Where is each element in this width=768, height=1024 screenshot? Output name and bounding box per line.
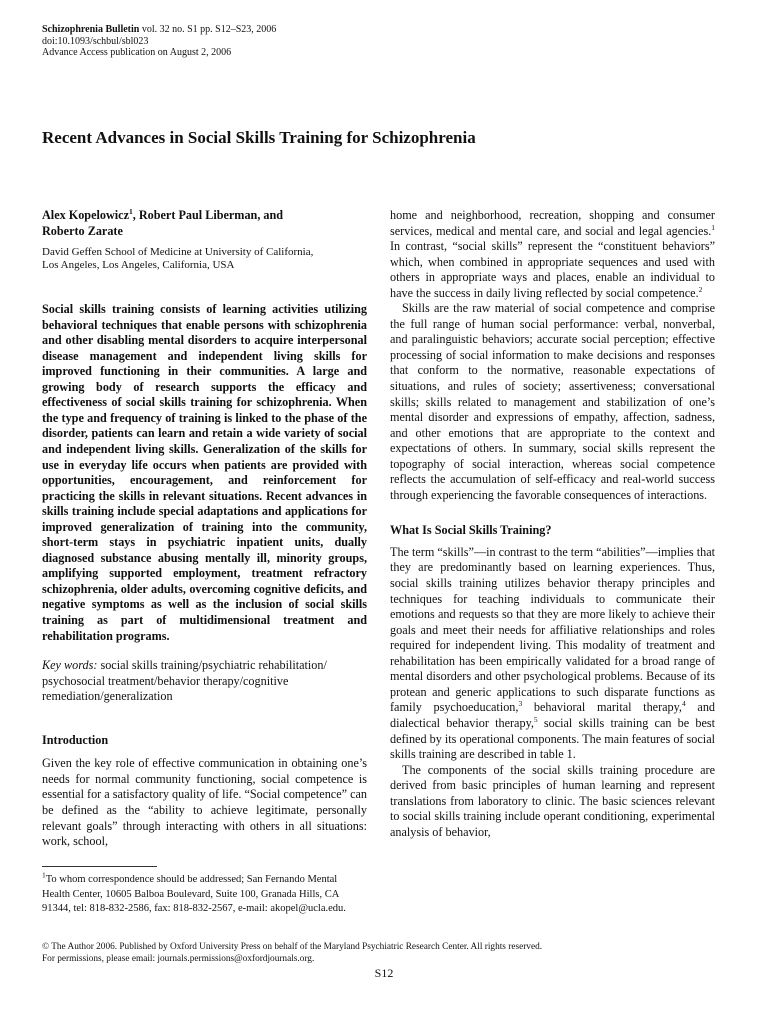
citation-marker: 3	[518, 699, 523, 709]
correspondence-footnote	[42, 870, 367, 917]
affiliation-line2: Los Angeles, Los Angeles, California, USA	[42, 259, 235, 272]
right-column	[390, 208, 715, 840]
page-number: S12	[374, 966, 394, 980]
citation-marker: 1	[711, 222, 715, 232]
citation-marker: 5	[533, 714, 538, 724]
text-run: behavioral marital therapy,	[522, 700, 682, 715]
abstract: Social skills training consists of learning activities utilizing behavioral techniques that enable persons with schizophrenia and other disabling mental disorders to acquire interpersonal disease management and independent living skills for improved functioning in their communities. A large and growing body of research supports the efficacy and effectiveness of social skills training for schizophrenia. When the type and frequency of training is linked to the phase of the disorder, patients can learn and retain a wide variety of social and independent living skills. Generalization of the skills for use in everyday life occurs when patients are provided with opportunities, encouragement, and reinforcement for practicing the skills in relevant situations. Recent advances in skills training include special adaptations and applications for improved generalization of training into the community, short-term stays in psychiatric inpatient units, dually diagnosed substance abusing mentally ill, minority groups, amplifying supported employment, treatment refractory schizophrenia, older adults, overcoming cognitive deficits, and negative symptoms as well as the inclusion of social skills training as part of multidimensional treatment and rehabilitation programs.	[42, 302, 367, 643]
keywords-text: social skills training/psychiatric rehabilitation/ psychosocial treatment/behavior therapy/cognitive remediation/generalization	[42, 658, 327, 704]
citation-marker: 2	[698, 284, 703, 294]
text-run: In contrast, “social skills” represent the “constituent behaviors” which, when combined in appropriate sequences and used with others in appropriate ways and places, enable an individual to have the success in daily living reflected by social competence.	[390, 239, 715, 300]
keywords	[42, 658, 367, 705]
introduction-paragraph: Given the key role of effective communication in obtaining one’s needs for normal community functioning, social competence is essential for a satisfactory quality of life. “Social competence” can be defined as the “ability to achieve legitimate, personally relevant goals” through interacting with others in all situations: work, school,	[42, 756, 367, 849]
author-primary: Alex Kopelowicz	[42, 208, 129, 222]
paragraph-social-competence	[390, 208, 715, 301]
journal-header	[42, 24, 276, 59]
footnote-text: To whom correspondence should be addressed; San Fernando Mental Health Center, 10605 Balboa Boulevard, Suite 100, Granada Hills, CA 91344, tel: 818-832-2586, fax: 818-832-2567, e-mail: akopel@ucla.edu.	[42, 874, 346, 914]
paragraph-components: The components of the social skills training procedure are derived from basic principles of human learning and represent translations from laboratory to clinic. The basic sciences relevant to social skills training include operant conditioning, experimental analysis of behavior,	[390, 762, 715, 839]
authors-line2: Roberto Zarate	[42, 223, 123, 238]
doi: doi:10.1093/schbul/sbl023	[42, 35, 149, 47]
citation-marker: 4	[681, 699, 686, 709]
journal-name: Schizophrenia Bulletin	[42, 24, 140, 35]
section-heading-introduction: Introduction	[42, 732, 109, 747]
section-heading-what-is-sst: What Is Social Skills Training?	[390, 523, 552, 538]
article-title: Recent Advances in Social Skills Training for Schizophrenia	[42, 128, 476, 147]
journal-volume: vol. 32 no. S1 pp. S12–S23, 2006	[141, 24, 277, 35]
text-run: The term “skills”—in contrast to the term “abilities”—implies that they are predominantly based on learning experiences. Thus, social skills training utilizes behavior therapy principles and techniques for teaching individuals to communicate their emotions and requests so that they are more likely to achieve their goals and meet their needs for affiliative relationships and roles required for independent living. This modality of treatment and rehabilitation has been empirically validated for a broad range of mental disorders and other psychological problems. Because of its protean and generic applications to such disparate functions as family psychoeducation,	[390, 544, 715, 715]
permissions-line: For permissions, please email: journals.permissions@oxfordjournals.org.	[42, 954, 315, 964]
left-column	[42, 208, 367, 850]
authors	[42, 208, 367, 239]
text-run: and dialectical behavior therapy,	[390, 700, 716, 730]
copyright-line: © The Author 2006. Published by Oxford University Press on behalf of the Maryland Psychiatric Research Center. All rights reserved.	[42, 942, 543, 952]
text-run: home and neighborhood, recreation, shopping and consumer services, medical and mental care, and social and legal agencies.	[390, 208, 715, 238]
author-footnote-marker: 1	[129, 206, 133, 216]
paragraph-term-skills	[390, 545, 715, 763]
copyright-notice	[42, 941, 732, 965]
paragraph-skills: Skills are the raw material of social competence and comprise the full range of human social performance: verbal, nonverbal, and paralinguistic behaviors; accurate social perception; effective processing of social information to make decisions and responses that conform to the normative, reasonable expectations of situations, and rules of society; assertiveness; conversational skills; skills related to management and stabilization of one’s mental disorder and expressions of empathy, affection, sadness, and other emotions that are appropriate to the context and expectations of others. In summary, social skills represent the topography of social interaction, whereas social competence reflects the accumulation of self-efficacy and real-world success through experiencing the favorable consequences of interactions.	[390, 301, 715, 502]
text-run: social skills training can be best defined by its operational components. The main features of social skills training are described in table 1.	[390, 715, 715, 762]
affiliation-line1: David Geffen School of Medicine at University of California,	[42, 246, 314, 259]
footnote-marker: 1	[42, 870, 46, 880]
footnote-rule	[42, 866, 157, 867]
advance-access: Advance Access publication on August 2, 2006	[42, 47, 232, 59]
affiliation	[42, 246, 367, 272]
keywords-label: Key words:	[42, 658, 98, 673]
authors-rest: , Robert Paul Liberman, and	[132, 208, 284, 222]
